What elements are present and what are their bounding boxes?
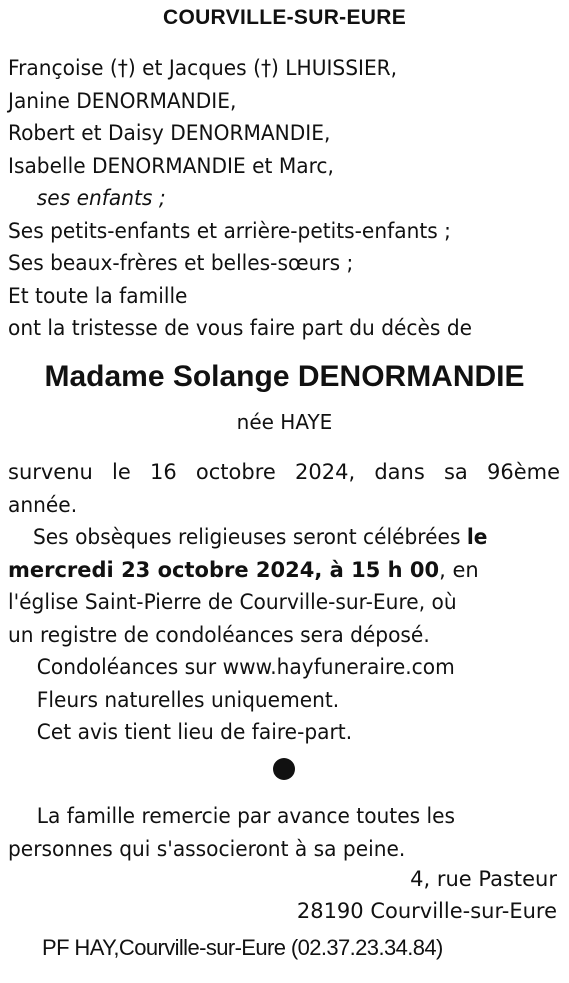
funeral-place-start: , en bbox=[439, 557, 479, 582]
funeral-date: mercredi 23 octobre 2024, à 15 h 00 bbox=[8, 557, 440, 582]
family-line: Janine DENORMANDIE, bbox=[8, 88, 237, 113]
notice-line: Cet avis tient lieu de faire-part. bbox=[36, 720, 353, 744]
details-section bbox=[8, 456, 560, 749]
flowers-line: Fleurs naturelles uniquement. bbox=[36, 687, 340, 712]
thanks-section bbox=[8, 800, 560, 865]
funeral-line-2 bbox=[8, 554, 560, 587]
funeral-intro: Ses obsèques religieuses seront célébrées bbox=[32, 525, 467, 549]
thanks-line: personnes qui s'associeront à sa peine. bbox=[8, 836, 406, 861]
condolences-line: Condoléances sur www.hayfuneraire.com bbox=[36, 655, 455, 679]
family-list bbox=[8, 52, 560, 345]
birth-name: née HAYE bbox=[236, 410, 333, 434]
death-date-line: survenu le 16 octobre 2024, dans sa 96ème bbox=[8, 460, 560, 484]
address-street: 4, rue Pasteur bbox=[410, 867, 557, 891]
separator-dot bbox=[273, 758, 295, 780]
family-role: ses enfants ; bbox=[36, 186, 166, 210]
thanks-line: La famille remercie par avance toutes les bbox=[36, 804, 456, 828]
funeral-line-3: l'église Saint-Pierre de Courville-sur-Eure, où bbox=[8, 590, 457, 614]
funeral-home-contact: PF HAY,Courville-sur-Eure (02.37.23.34.84) bbox=[42, 935, 443, 960]
family-line: Et toute la famille bbox=[8, 283, 188, 308]
family-line: Ses petits-enfants et arrière-petits-enfants ; bbox=[8, 218, 451, 243]
death-date-line-end: année. bbox=[8, 492, 78, 517]
family-line: Robert et Daisy DENORMANDIE, bbox=[8, 121, 331, 145]
family-line: Ses beaux-frères et belles-sœurs ; bbox=[8, 251, 354, 275]
funeral-date-start: le bbox=[466, 525, 488, 549]
deceased-name: Madame Solange DENORMANDIE bbox=[44, 360, 525, 393]
town-heading: COURVILLE-SUR-EURE bbox=[162, 6, 407, 29]
funeral-line-1 bbox=[8, 521, 538, 554]
family-line: Isabelle DENORMANDIE et Marc, bbox=[8, 153, 334, 178]
address-city: 28190 Courville-sur-Eure bbox=[296, 899, 557, 923]
funeral-line-4: un registre de condoléances sera déposé. bbox=[8, 622, 430, 647]
announcement-line: ont la tristesse de vous faire part du décès de bbox=[8, 316, 473, 340]
family-line: Françoise (†) et Jacques (†) LHUISSIER, bbox=[8, 56, 398, 80]
